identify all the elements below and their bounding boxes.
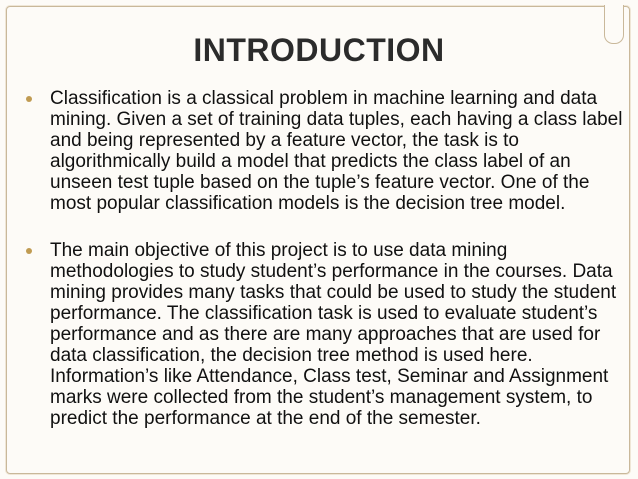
bullet-dot-icon: [26, 96, 32, 102]
bullet-text: The main objective of this project is to use data mining methodologies to study student’s performance in the courses. Data mining provides many tasks that could be used to study the student performance. The classification task is used to evaluate student’s performance and as there are many approaches that are used for data classification, the decision tree method is used here. Information’s like Attendance, Class test, Seminar and Assignment marks were collected from the student’s management system, to predict the performance at the end of the semester.: [50, 240, 617, 429]
bullet-list: [24, 88, 624, 429]
bullet-item: [24, 240, 624, 429]
slide-title: INTRODUCTION: [193, 32, 445, 68]
bullet-text: Classification is a classical problem in machine learning and data mining. Given a set of training data tuples, each having a class label and being represented by a feature vector, the task is to algorithmically build a model that predicts the class label of an unseen test tuple based on the tuple’s feature vector. One of the most popular classification models is the decision tree model.: [50, 88, 623, 214]
bullet-item: [24, 88, 624, 214]
bullet-dot-icon: [26, 248, 32, 254]
